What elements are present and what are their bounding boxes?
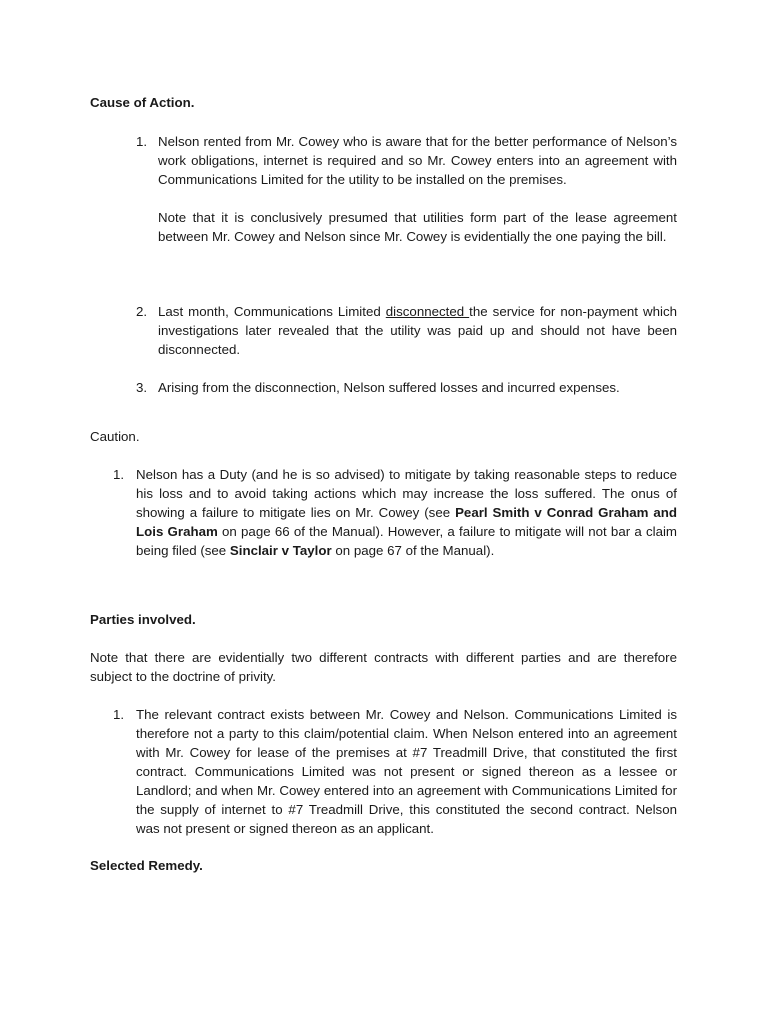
selected-remedy-heading: Selected Remedy. <box>90 858 203 873</box>
list-number: 3. <box>136 380 148 395</box>
list-item <box>113 705 677 838</box>
paragraph: Nelson has a Duty (and he is so advised) to mitigate by taking reasonable steps to reduce his loss and to avoid taking actions which may increase the loss suffered. The onus of showing a failure to mitigate lies on Mr. Cowey (see Pearl Smith v Conrad Graham and Lois Graham on page 66 of the Manual). However, a failure to mitigate will not bar a claim being filed (see Sinclair v Taylor on page 67 of the Manual). <box>136 467 678 558</box>
list-number: 1. <box>136 134 148 149</box>
paragraph: Note that it is conclusively presumed that utilities form part of the lease agreement between Mr. Cowey and Nelson since Mr. Cowey is evidentially the one paying the bill. <box>158 210 677 244</box>
paragraph: The relevant contract exists between Mr. Cowey and Nelson. Communications Limited is therefore not a party to this claim/potential claim. When Nelson entered into an agreement with Mr. Cowey for lease of the premises at #7 Treadmill Drive, that constituted the first contract. Communications Limited was not present or signed thereon as a lessee or Landlord; and when Mr. Cowey entered into an agreement with Communications Limited for the supply of internet to #7 Treadmill Drive, this constituted the second contract. Nelson was not present or signed thereon as an applicant. <box>136 707 677 836</box>
caution-heading: Caution. <box>90 429 140 444</box>
cause-of-action-heading: Cause of Action. <box>90 95 195 110</box>
list-number: 1. <box>113 467 125 482</box>
list-item <box>136 378 677 397</box>
list-item <box>136 132 677 246</box>
underlined-text: disconnected <box>385 304 470 319</box>
paragraph: Nelson rented from Mr. Cowey who is aware that for the better performance of Nelson’s work obligations, internet is required and so Mr. Cowey enters into an agreement with Communications Limited for the utility to be installed on the premises. <box>158 134 677 187</box>
list-item <box>136 302 677 359</box>
case-citation: Pearl Smith v Conrad Graham and Lois Graham <box>136 505 677 539</box>
list-number: 1. <box>113 707 125 722</box>
paragraph: Last month, Communications Limited disconnected the service for non-payment which investigations later revealed that the utility was paid up and should not have been disconnected. <box>158 304 677 357</box>
paragraph: Arising from the disconnection, Nelson suffered losses and incurred expenses. <box>158 380 620 395</box>
case-citation: Sinclair v Taylor <box>229 543 332 558</box>
list-item <box>113 465 677 560</box>
parties-heading: Parties involved. <box>90 612 196 627</box>
parties-intro: Note that there are evidentially two different contracts with different parties and are therefore subject to the doctrine of privity. <box>90 650 677 684</box>
list-number: 2. <box>136 304 148 319</box>
